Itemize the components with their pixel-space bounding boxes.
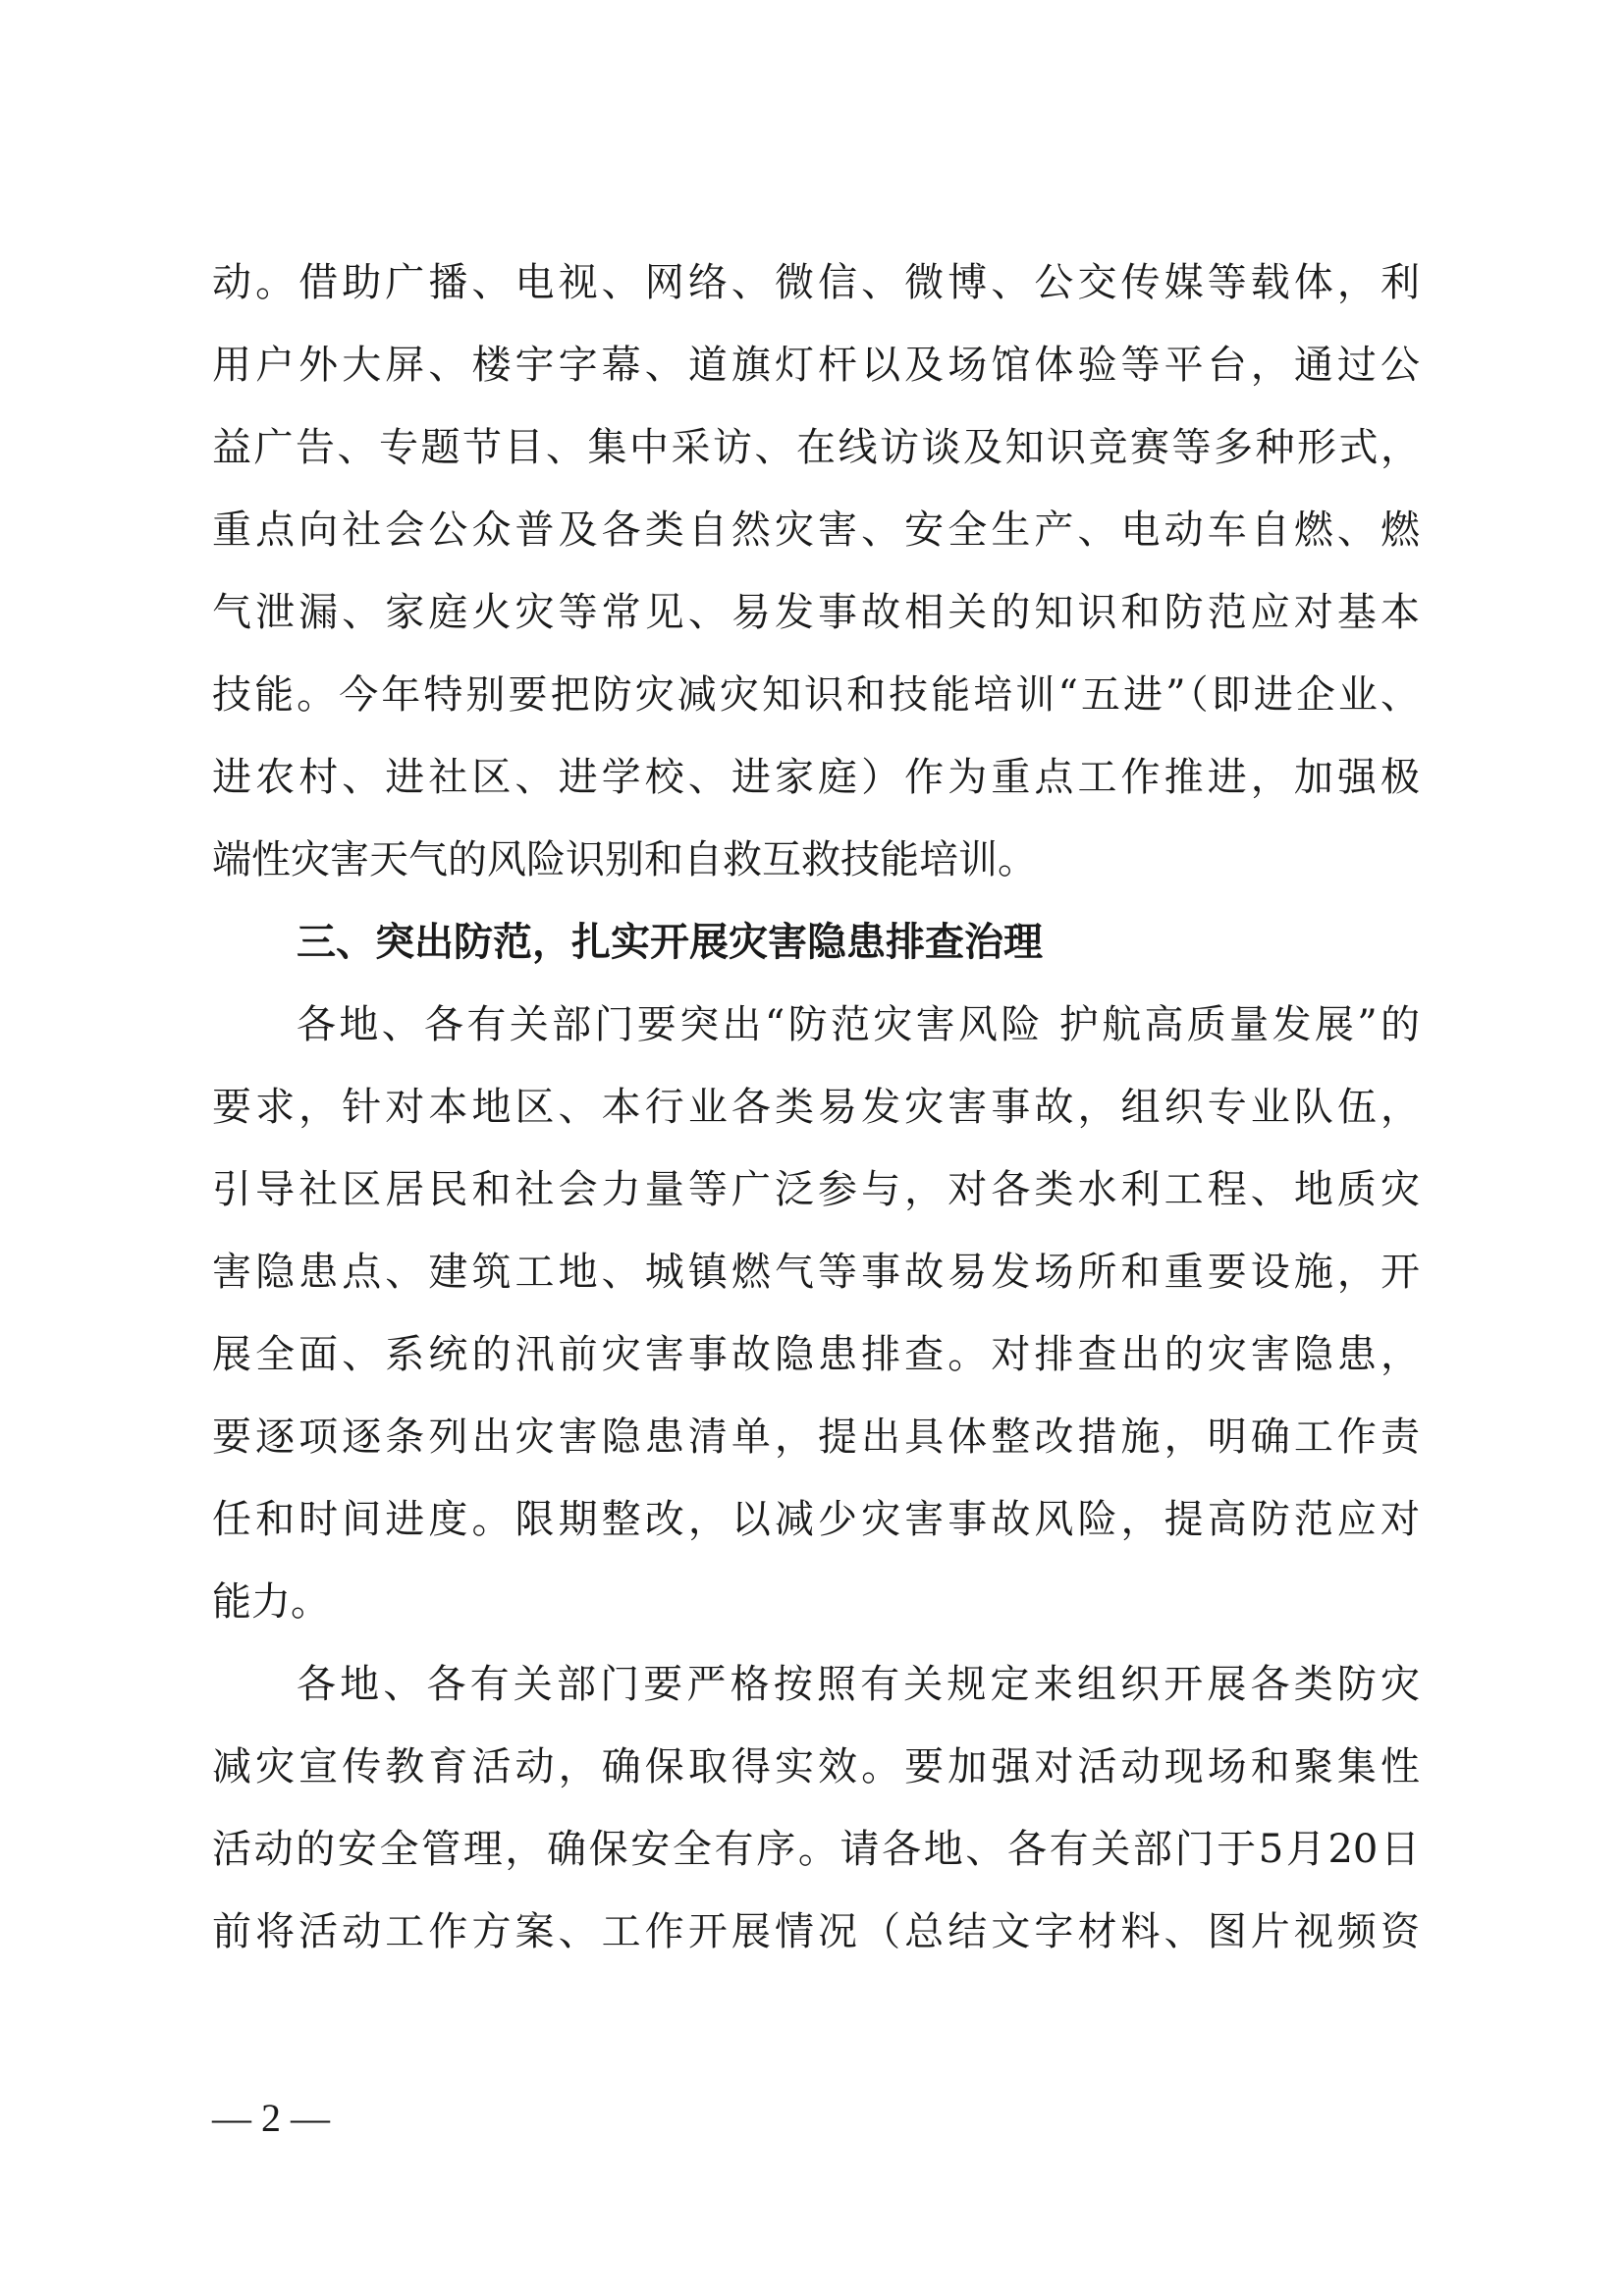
text-line: 展全面、系统的汛前灾害事故隐患排查。对排查出的灾害隐患， bbox=[212, 1332, 1420, 1377]
text-line: 益广告、专题节目、集中采访、在线访谈及知识竞赛等多种形式， bbox=[212, 425, 1420, 470]
text-line: 害隐患点、建筑工地、城镇燃气等事故易发场所和重要设施，开 bbox=[212, 1250, 1420, 1295]
page-number: — 2 — bbox=[212, 2096, 330, 2140]
text-line: 各地、各有关部门要突出“防范灾害风险 护航高质量发展”的 bbox=[297, 1002, 1420, 1047]
text-line: 各地、各有关部门要严格按照有关规定来组织开展各类防灾 bbox=[297, 1662, 1420, 1707]
text-line: 要求，针对本地区、本行业各类易发灾害事故，组织专业队伍， bbox=[212, 1085, 1420, 1130]
text-line: 活动的安全管理，确保安全有序。请各地、各有关部门于5月20日 bbox=[212, 1827, 1420, 1872]
text-line: 用户外大屏、楼宇字幕、道旗灯杆以及场馆体验等平台，通过公 bbox=[212, 343, 1420, 388]
text-line: 要逐项逐条列出灾害隐患清单，提出具体整改措施，明确工作责 bbox=[212, 1415, 1420, 1460]
text-line: 气泄漏、家庭火灾等常见、易发事故相关的知识和防范应对基本 bbox=[212, 590, 1420, 635]
text-line: 能力。 bbox=[212, 1579, 330, 1625]
text-line: 任和时间进度。限期整改，以减少灾害事故风险，提高防范应对 bbox=[212, 1497, 1420, 1542]
text-line: 端性灾害天气的风险识别和自救互救技能培训。 bbox=[212, 837, 1037, 882]
text-line: 动。借助广播、电视、网络、微信、微博、公交传媒等载体，利 bbox=[212, 260, 1420, 305]
text-line: 前将活动工作方案、工作开展情况（总结文字材料、图片视频资 bbox=[212, 1909, 1420, 1954]
text-line: 引导社区居民和社会力量等广泛参与，对各类水利工程、地质灾 bbox=[212, 1167, 1420, 1212]
text-line: 减灾宣传教育活动，确保取得实效。要加强对活动现场和聚集性 bbox=[212, 1744, 1420, 1789]
section-heading: 三、突出防范，扎实开展灾害隐患排查治理 bbox=[297, 920, 1043, 965]
text-line: 技能。今年特别要把防灾减灾知识和技能培训“五进”（即进企业、 bbox=[212, 672, 1420, 718]
text-line: 进农村、进社区、进学校、进家庭）作为重点工作推进，加强极 bbox=[212, 755, 1420, 800]
text-line: 重点向社会公众普及各类自然灾害、安全生产、电动车自燃、燃 bbox=[212, 507, 1420, 553]
